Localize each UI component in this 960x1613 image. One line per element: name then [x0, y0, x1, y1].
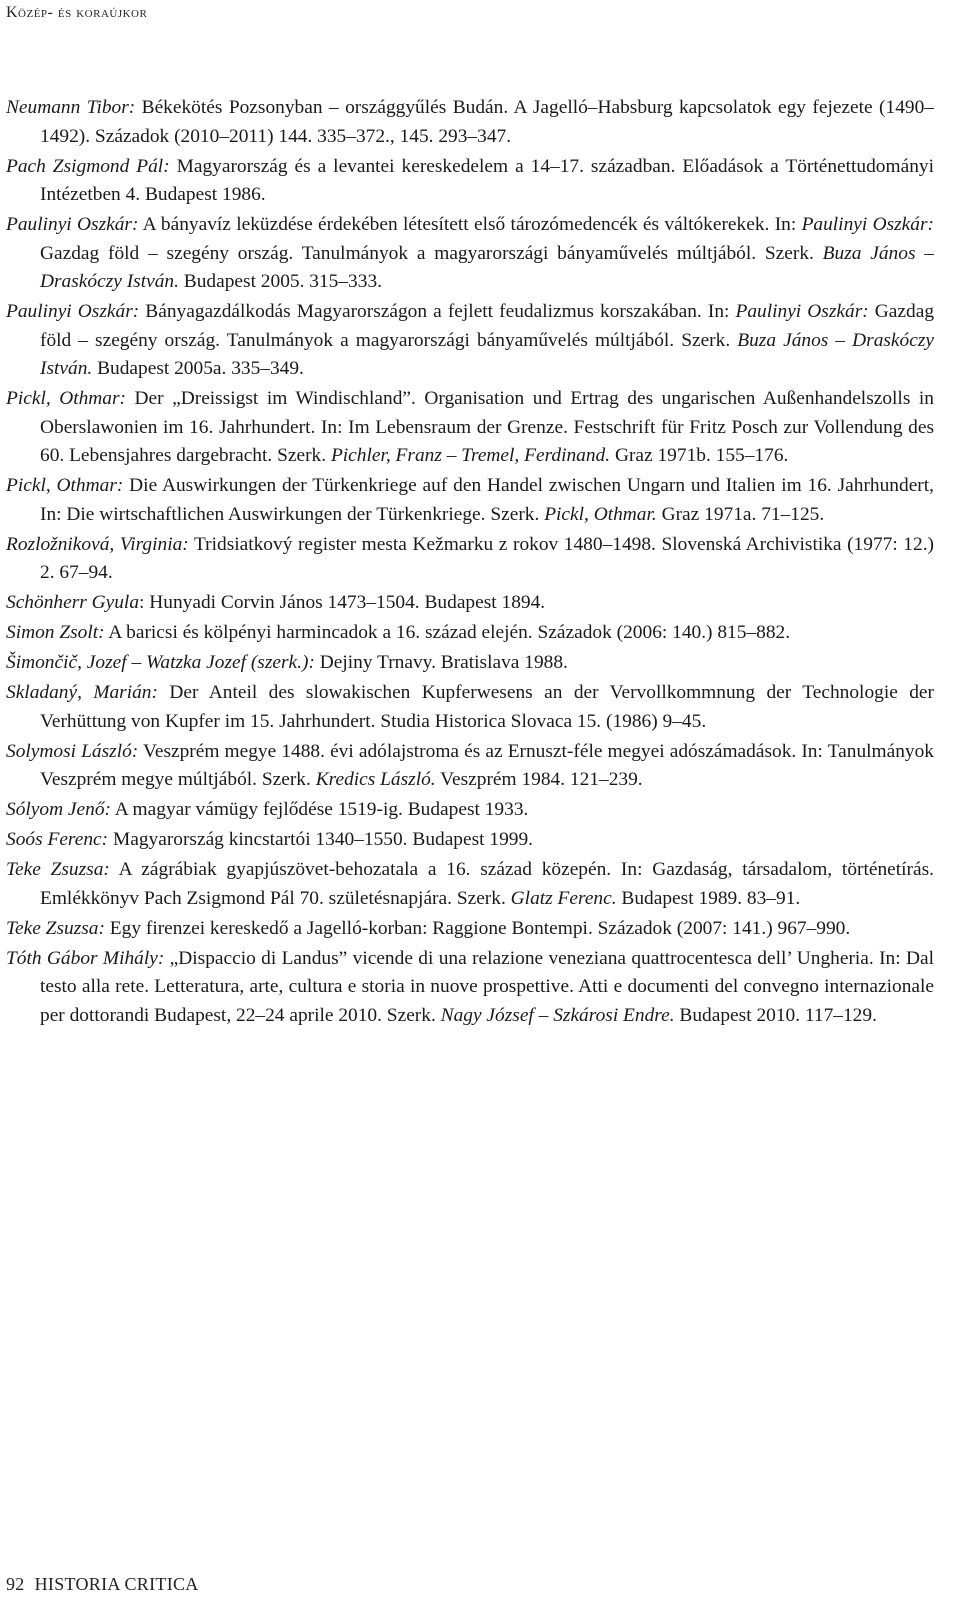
bibliography-entry: [6, 298, 934, 384]
entry-author: Paulinyi Oszkár:: [6, 301, 140, 322]
bibliography-entry: [6, 856, 934, 913]
entry-body: „Dispaccio di Landus” vicende di una relazione veneziana quattrocentesca dell’ Ungheria. In: Dal testo alla rete. Letteratura, arte, cultura e storia in nuove prospettive. Atti e documenti del convegno internazionale per dottorandi Budapest, 22–24 aprile 2010. Szerk.: [40, 947, 934, 1026]
bibliography-entry: [6, 826, 934, 855]
entry-body: : Hunyadi Corvin János 1473–1504. Budapest 1894.: [139, 592, 546, 613]
entry-body: Der Anteil des slowakischen Kupferwesens an der Vervollkommnung der Technologie der Verhüttung von Kupfer im 15. Jahrhundert. Studia Historica Slovaca 15. (1986) 9–45.: [40, 682, 934, 732]
entry-author: Teke Zsuzsa:: [6, 917, 105, 939]
bibliography-list: [6, 94, 934, 1032]
entry-editors: Buza János – Draskóczy István.: [40, 329, 934, 379]
bibliography-entry: [6, 796, 934, 825]
entry-author: Simon Zsolt:: [6, 622, 105, 643]
entry-body: Graz 1971b. 155–176.: [610, 445, 789, 466]
entry-author: Rozložniková, Virginia:: [6, 533, 189, 555]
entry-body: Veszprém megye 1488. évi adólajstroma és az Ernuszt-féle megyei adószámadások. In: Tanulmányok Veszprém megye múltjából. Szerk.: [40, 740, 934, 790]
entry-editors: Pichler, Franz – Tremel, Ferdinand.: [330, 445, 611, 466]
bibliography-entry: [6, 738, 934, 795]
entry-author-secondary: Paulinyi Oszkár:: [735, 301, 869, 322]
entry-author: Šimončič, Jozef – Watzka Jozef (szerk.):: [6, 652, 315, 673]
bibliography-entry: [6, 915, 934, 944]
bibliography-entry: [6, 649, 934, 678]
entry-author: Pickl, Othmar:: [6, 388, 126, 409]
bibliography-entry: [6, 589, 934, 618]
bibliography-entry: [6, 531, 934, 588]
entry-body: Gazdag föld – szegény ország. Tanulmányok a magyarországi bányaművelés múltjából. Szerk.: [40, 301, 935, 351]
entry-body: Békekötés Pozsonyban – országgyűlés Budán. A Jagelló–Habsburg kapcsolatok egy fejezete (1490–1492). Századok (2010–2011) 144. 335–372., 145. 293–347.: [40, 97, 934, 147]
entry-editors: Pickl, Othmar.: [544, 503, 657, 525]
entry-editors: Buza János – Draskóczy István.: [40, 242, 934, 292]
entry-body: A bányavíz leküzdése érdekében létesített első tározómedencék és váltókerekek. In:: [138, 214, 802, 235]
entry-editors: Kredics László.: [315, 769, 436, 790]
page-footer: [6, 1574, 199, 1595]
entry-author: Solymosi László:: [6, 740, 139, 762]
entry-body: Bányagazdálkodás Magyarországon a fejlett feudalizmus korszakában. In:: [139, 301, 736, 322]
entry-body: A magyar vámügy fejlődése 1519-ig. Budapest 1933.: [111, 799, 529, 820]
entry-editors: Glatz Ferenc.: [510, 887, 617, 909]
entry-author: Teke Zsuzsa:: [6, 859, 110, 880]
bibliography-entry: [6, 945, 934, 1031]
bibliography-entry: [6, 94, 934, 151]
entry-body: Budapest 2010. 117–129.: [674, 1004, 877, 1026]
entry-body: A zágrábiak gyapjúszövet-behozatala a 16. század közepén. In: Gazdaság, társadalom, történetírás. Emlékkönyv Pach Zsigmond Pál 70. születésnapjára. Szerk.: [40, 859, 934, 909]
entry-author: Tóth Gábor Mihály:: [6, 947, 165, 969]
entry-author: Neumann Tibor:: [6, 97, 136, 118]
entry-body: Budapest 2005. 315–333.: [178, 271, 382, 292]
entry-body: Budapest 2005a. 335–349.: [92, 358, 304, 379]
entry-body: Tridsiatkový register mesta Kežmarku z rokov 1480–1498. Slovenská Archivistika (1977: 12.) 2. 67–94.: [40, 533, 934, 583]
entry-body: Der „Dreissigst im Windischland”. Organisation und Ertrag des ungarischen Außenhandelszolls in Oberslawonien im 16. Jahrhundert. In: Im Lebensraum der Grenze. Festschrift für Fritz Posch zur Vollendung des 60. Lebensjahres dargebracht. Szerk.: [40, 388, 934, 466]
journal-title: HISTORIA CRITICA: [34, 1574, 199, 1594]
bibliography-entry: [6, 472, 934, 529]
entry-body: Veszprém 1984. 121–239.: [435, 769, 643, 790]
entry-body: Graz 1971a. 71–125.: [656, 503, 825, 525]
entry-author: Schönherr Gyula: [6, 592, 140, 613]
entry-editors: Nagy József – Szkárosi Endre.: [440, 1004, 675, 1026]
page-number: 92: [6, 1574, 25, 1594]
entry-body: Die Auswirkungen der Türkenkriege auf den Handel zwischen Ungarn und Italien im 16. Jahrhundert, In: Die wirtschaftlichen Auswirkungen der Türkenkriege. Szerk.: [40, 475, 934, 525]
entry-body: A baricsi és kölpényi harmincadok a 16. század elején. Századok (2006: 140.) 815–882.: [104, 622, 791, 643]
bibliography-entry: [6, 211, 934, 297]
entry-author: Pickl, Othmar:: [6, 475, 124, 496]
entry-body: Magyarország kincstartói 1340–1550. Budapest 1999.: [108, 829, 534, 850]
entry-body: Gazdag föld – szegény ország. Tanulmányok a magyarországi bányaművelés múltjából. Szerk.: [40, 242, 823, 264]
entry-author-secondary: Paulinyi Oszkár:: [801, 214, 934, 235]
entry-body: Budapest 1989. 83–91.: [616, 887, 801, 909]
entry-author: Pach Zsigmond Pál:: [6, 155, 170, 177]
bibliography-entry: [6, 679, 934, 736]
bibliography-entry: [6, 153, 934, 210]
bibliography-entry: [6, 619, 934, 648]
bibliography-entry: [6, 385, 934, 471]
entry-author: Paulinyi Oszkár:: [6, 214, 139, 235]
entry-author: Soós Ferenc:: [6, 829, 109, 850]
entry-author: Skladaný, Marián:: [6, 682, 158, 703]
entry-body: Egy firenzei kereskedő a Jagelló-korban: Raggione Bontempi. Századok (2007: 141.) 967–990.: [104, 917, 851, 939]
entry-author: Sólyom Jenő:: [6, 799, 111, 820]
entry-body: Magyarország és a levantei kereskedelem a 14–17. században. Előadások a Történettudományi Intézetben 4. Budapest 1986.: [40, 155, 934, 205]
running-head: Közép- és koraújkor: [6, 4, 148, 21]
entry-body: Dejiny Trnavy. Bratislava 1988.: [314, 652, 568, 673]
